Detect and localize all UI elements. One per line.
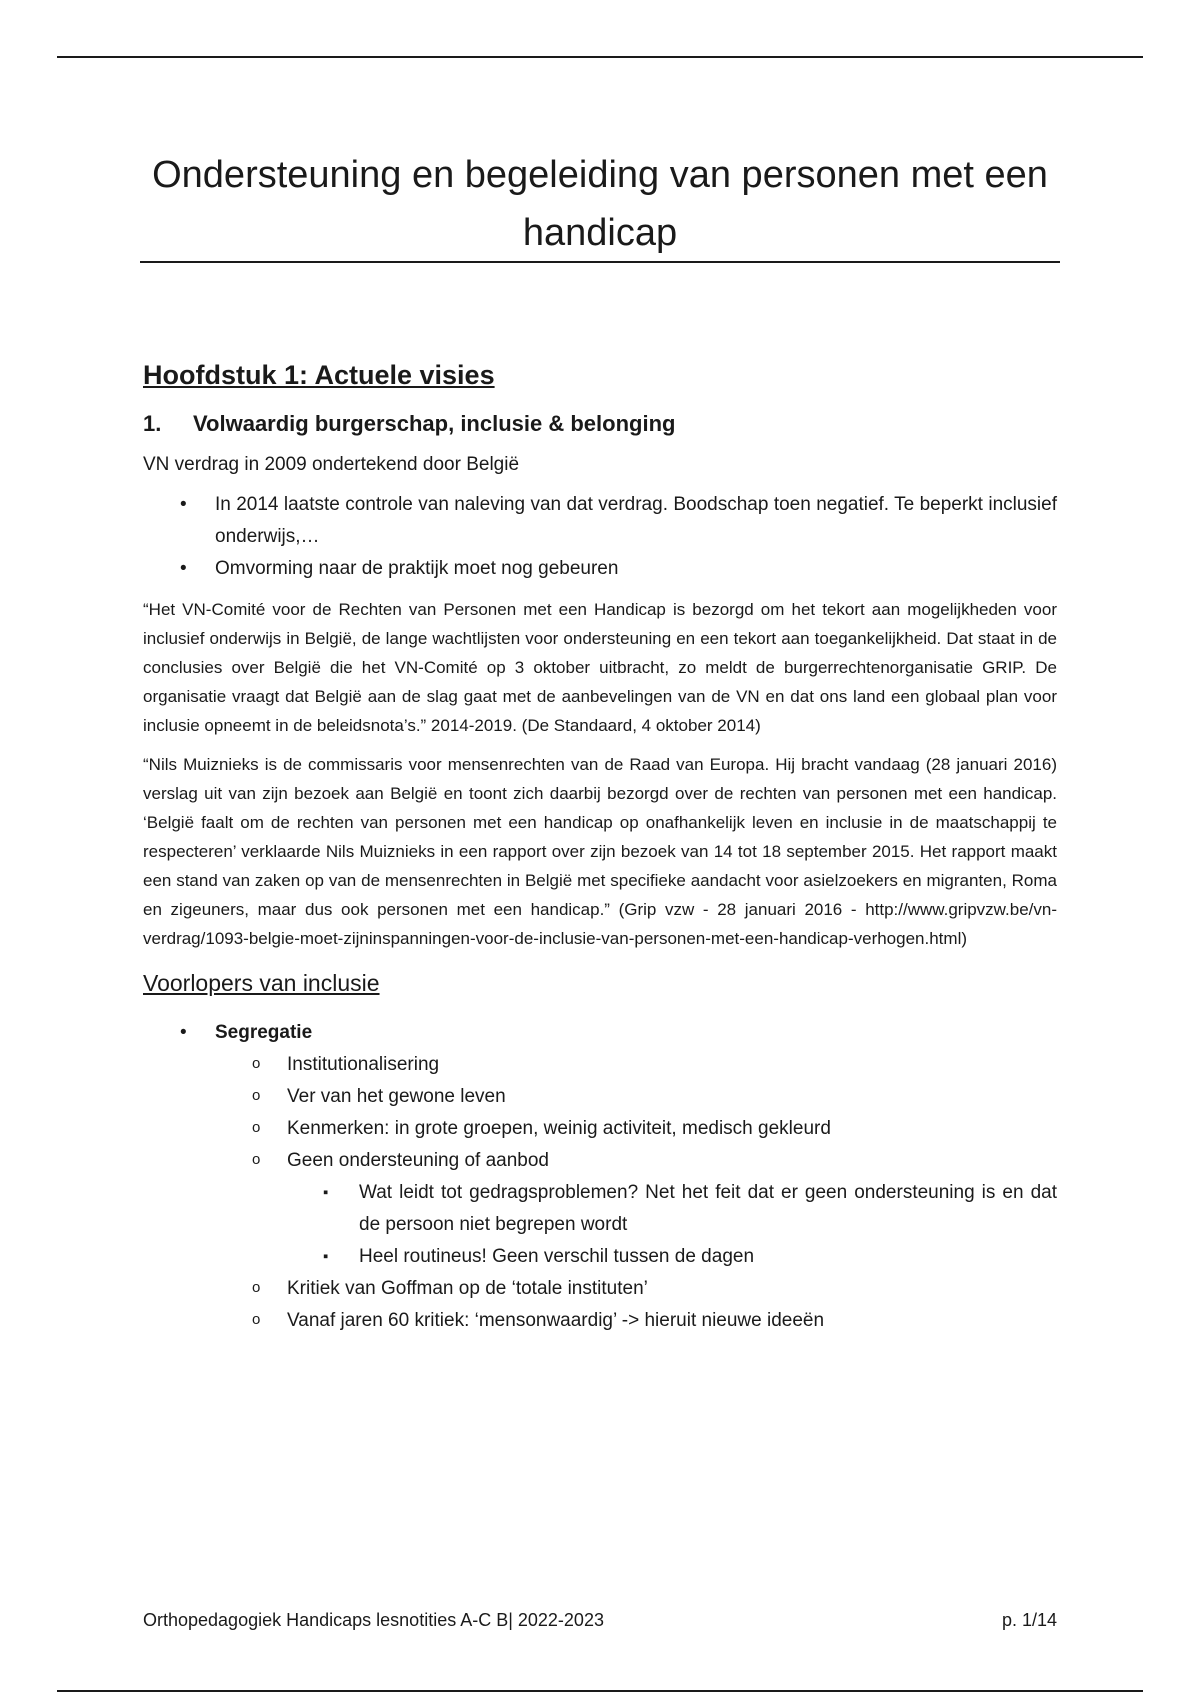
list-item <box>215 1145 1057 1273</box>
document-title: Ondersteuning en begeleiding van personen met een handicap <box>152 154 1048 254</box>
footer-course-label: Orthopedagogiek Handicaps lesnotities A-C B| 2022-2023 <box>143 1610 604 1630</box>
intro-bullet-list <box>143 489 1057 585</box>
title-underline <box>140 261 1060 263</box>
list-item: • Omvorming naar de praktijk moet nog gebeuren <box>143 553 1057 585</box>
list-item-segregatie <box>143 1017 1057 1337</box>
section-title: Volwaardig burgerschap, inclusie & belonging <box>193 411 676 436</box>
ondersteuning-sublist <box>287 1177 1057 1273</box>
subheading-voorlopers: Voorlopers van inclusie <box>143 970 380 996</box>
header-rule <box>57 56 1143 58</box>
list-item: o Kritiek van Goffman op de ‘totale instituten’ <box>215 1273 1057 1305</box>
list-item: o Ver van het gewone leven <box>215 1081 1057 1113</box>
segregatie-label: Segregatie <box>215 1022 313 1043</box>
intro-paragraph: VN verdrag in 2009 ondertekend door België <box>143 454 520 475</box>
list-item: o Vanaf jaren 60 kritiek: ‘mensonwaardig’ -> hieruit nieuwe ideeën <box>215 1305 1057 1337</box>
page-content <box>143 357 1057 1337</box>
section-heading <box>143 409 1057 439</box>
quote-de-standaard: “Het VN-Comité voor de Rechten van Personen met een Handicap is bezorgd om het tekort aan mogelijkheden voor inclusief onderwijs in België, de lange wachtlijsten voor ondersteuning en een tekort aan toegankelijkheid. Dat staat in de conclusies over België die het VN-Comité op 3 oktober uitbracht, zo meldt de burgerrechtenorganisatie GRIP. De organisatie vraagt dat België aan de slag gaat met de aanbevelingen van de VN en dat ons land een globaal plan voor inclusie opneemt in de beleidsnota’s.” 2014-2019. (De Standaard, 4 oktober 2014) <box>143 600 1057 735</box>
voorlopers-list <box>143 1017 1057 1337</box>
list-item: • In 2014 laatste controle van naleving van dat verdrag. Boodschap toen negatief. Te beperkt inclusief onderwijs,… <box>143 489 1057 553</box>
list-item: ▪ Wat leidt tot gedragsproblemen? Net het feit dat er geen ondersteuning is en dat de persoon niet begrepen wordt <box>287 1177 1057 1241</box>
list-item: ▪ Heel routineus! Geen verschil tussen de dagen <box>287 1241 1057 1273</box>
page-number: p. 1/14 <box>1001 1610 1057 1630</box>
quote-grip: “Nils Muiznieks is de commissaris voor mensenrechten van de Raad van Europa. Hij bracht vandaag (28 januari 2016) verslag uit van zijn bezoek aan België en toont zich daarbij bezorgd over de rechten van personen met een handicap. ‘België faalt om de rechten van personen met een handicap op onafhankelijk leven en inclusie in de maatschappij te respecteren’ verklaarde Nils Muiznieks in een rapport over zijn bezoek van 14 tot 18 september 2015. Het rapport maakt een stand van zaken op van de mensenrechten in België met specifieke aandacht voor asielzoekers en migranten, Roma en zigeuners, maar dus ook personen met een handicap.” (Grip vzw - 28 januari 2016 - http://www.gripvzw.be/vn-verdrag/1093-belgie-moet-zijninspanningen-voor-de-inclusie-van-personen-met-een-handicap-verhogen.html) <box>143 755 1057 948</box>
segregatie-sublist <box>215 1049 1057 1337</box>
list-item-text: Geen ondersteuning of aanbod <box>287 1150 549 1171</box>
section-number: 1. <box>143 411 162 436</box>
list-item: o Kenmerken: in grote groepen, weinig activiteit, medisch gekleurd <box>215 1113 1057 1145</box>
footer-rule <box>57 1690 1143 1692</box>
chapter-heading: Hoofdstuk 1: Actuele visies <box>143 360 495 390</box>
list-item: o Institutionalisering <box>215 1049 1057 1081</box>
